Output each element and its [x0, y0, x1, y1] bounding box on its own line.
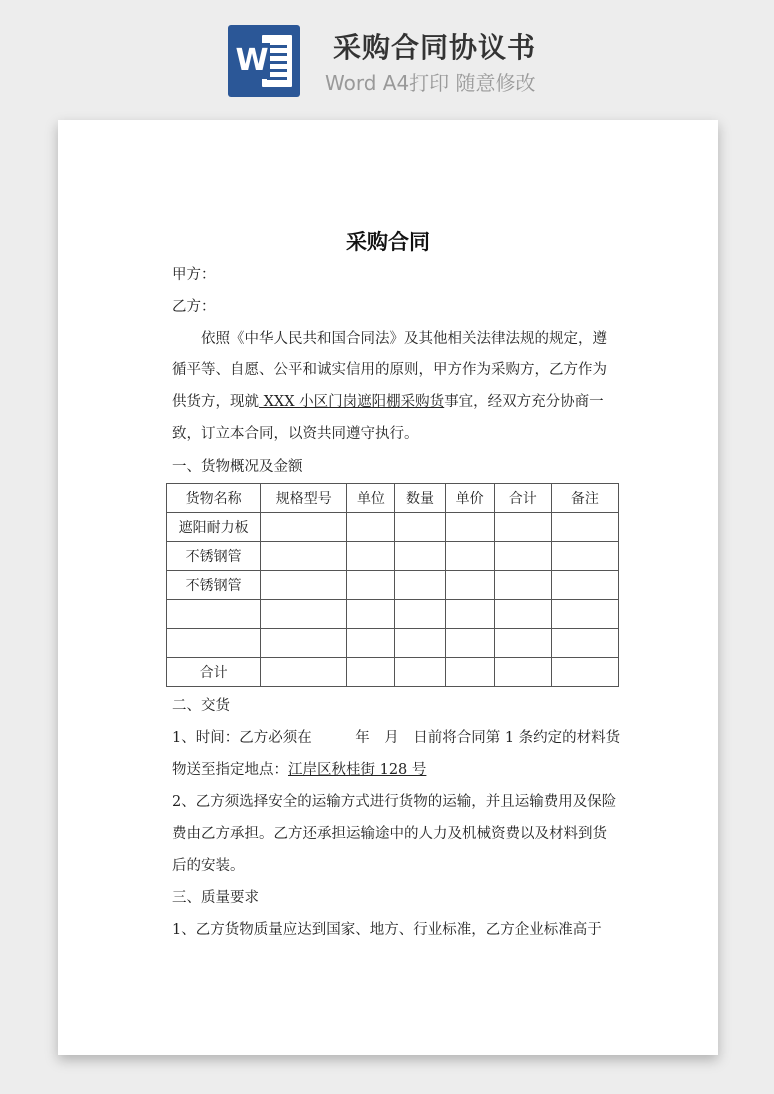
- table-row: [167, 629, 619, 658]
- table-row: [167, 658, 619, 687]
- table-cell: [445, 513, 494, 542]
- section-heading-delivery: 二、交货: [172, 698, 230, 714]
- table-cell: [395, 571, 445, 600]
- table-cell: [445, 542, 494, 571]
- column-header: 货物名称: [167, 484, 261, 513]
- delivery-line: 费由乙方承担。乙方还承担运输途中的人力及机械资费以及材料到货: [172, 826, 607, 842]
- table-cell: [261, 513, 347, 542]
- section-heading-goods: 一、货物概况及金额: [172, 459, 303, 475]
- table-cell: [494, 513, 551, 542]
- table-cell: [395, 658, 445, 687]
- table-cell: [445, 600, 494, 629]
- table-cell: [551, 542, 618, 571]
- table-cell: [395, 542, 445, 571]
- table-cell: [551, 571, 618, 600]
- delivery-line: 2、乙方须选择安全的运输方式进行货物的运输，并且运输费用及保险: [172, 794, 617, 810]
- table-cell: [347, 600, 395, 629]
- goods-name-cell: 不锈钢管: [167, 542, 261, 571]
- goods-table-body: [167, 513, 619, 687]
- table-cell: [261, 571, 347, 600]
- column-header: 单位: [347, 484, 395, 513]
- delivery-line: 后的安装。: [172, 858, 245, 874]
- intro-paragraph-line: 依照《中华人民共和国合同法》及其他相关法律法规的规定，遵: [201, 331, 607, 347]
- column-header: 数量: [395, 484, 445, 513]
- intro-text: 供货方，现就: [172, 394, 259, 410]
- goods-name-cell: 遮阳耐力板: [167, 513, 261, 542]
- goods-name-cell: [167, 600, 261, 629]
- column-header: 备注: [551, 484, 618, 513]
- table-cell: [494, 629, 551, 658]
- intro-paragraph-line: [172, 392, 618, 412]
- column-header: 合计: [494, 484, 551, 513]
- header-title: 采购合同协议书: [333, 31, 537, 64]
- goods-table: [166, 483, 619, 687]
- intro-paragraph-line: 循平等、自愿、公平和诚实信用的原则，甲方作为采购方，乙方作为: [172, 362, 607, 378]
- table-cell: [445, 571, 494, 600]
- delivery-address-underlined: 江岸区秋桂街 128 号: [288, 762, 427, 778]
- table-cell: [261, 542, 347, 571]
- table-row: [167, 542, 619, 571]
- table-cell: [494, 542, 551, 571]
- column-header: 规格型号: [261, 484, 347, 513]
- table-cell: [445, 629, 494, 658]
- table-cell: [494, 600, 551, 629]
- delivery-line: 1、时间：乙方必须在 年 月 日前将合同第 1 条约定的材料货: [172, 730, 621, 746]
- intro-text: 事宜，经双方充分协商一: [444, 394, 604, 410]
- table-header-row: [167, 484, 619, 513]
- table-cell: [494, 571, 551, 600]
- document-page: [58, 120, 718, 1055]
- party-a-label: 甲方：: [172, 267, 216, 283]
- delivery-text: 物送至指定地点：: [172, 762, 288, 778]
- table-cell: [551, 513, 618, 542]
- delivery-line: [172, 760, 618, 780]
- table-cell: [261, 600, 347, 629]
- table-row: [167, 600, 619, 629]
- word-document-icon: [228, 25, 300, 97]
- table-cell: [347, 513, 395, 542]
- word-icon-letter: W: [235, 43, 269, 78]
- party-b-label: 乙方：: [172, 299, 216, 315]
- section-heading-quality: 三、质量要求: [172, 890, 259, 906]
- table-cell: [347, 629, 395, 658]
- table-cell: [395, 600, 445, 629]
- project-name-underlined: XXX 小区门岗遮阳棚采购货: [259, 394, 445, 410]
- table-cell: [445, 658, 494, 687]
- table-cell: [261, 629, 347, 658]
- table-cell: [395, 629, 445, 658]
- goods-name-cell: 不锈钢管: [167, 571, 261, 600]
- goods-name-cell: [167, 629, 261, 658]
- table-cell: [551, 629, 618, 658]
- page-header: [0, 0, 774, 110]
- column-header: 单价: [445, 484, 494, 513]
- table-cell: [551, 600, 618, 629]
- table-cell: [494, 658, 551, 687]
- document-title: 采购合同: [346, 229, 430, 254]
- table-cell: [551, 658, 618, 687]
- table-cell: [395, 513, 445, 542]
- header-subtitle: Word A4打印 随意修改: [325, 71, 536, 95]
- table-row: [167, 513, 619, 542]
- intro-paragraph-line: 致，订立本合同，以资共同遵守执行。: [172, 426, 419, 442]
- goods-name-cell: 合计: [167, 658, 261, 687]
- table-cell: [347, 571, 395, 600]
- table-row: [167, 571, 619, 600]
- quality-line: 1、乙方货物质量应达到国家、地方、行业标准，乙方企业标准高于: [172, 922, 602, 938]
- table-cell: [347, 658, 395, 687]
- table-cell: [261, 658, 347, 687]
- table-cell: [347, 542, 395, 571]
